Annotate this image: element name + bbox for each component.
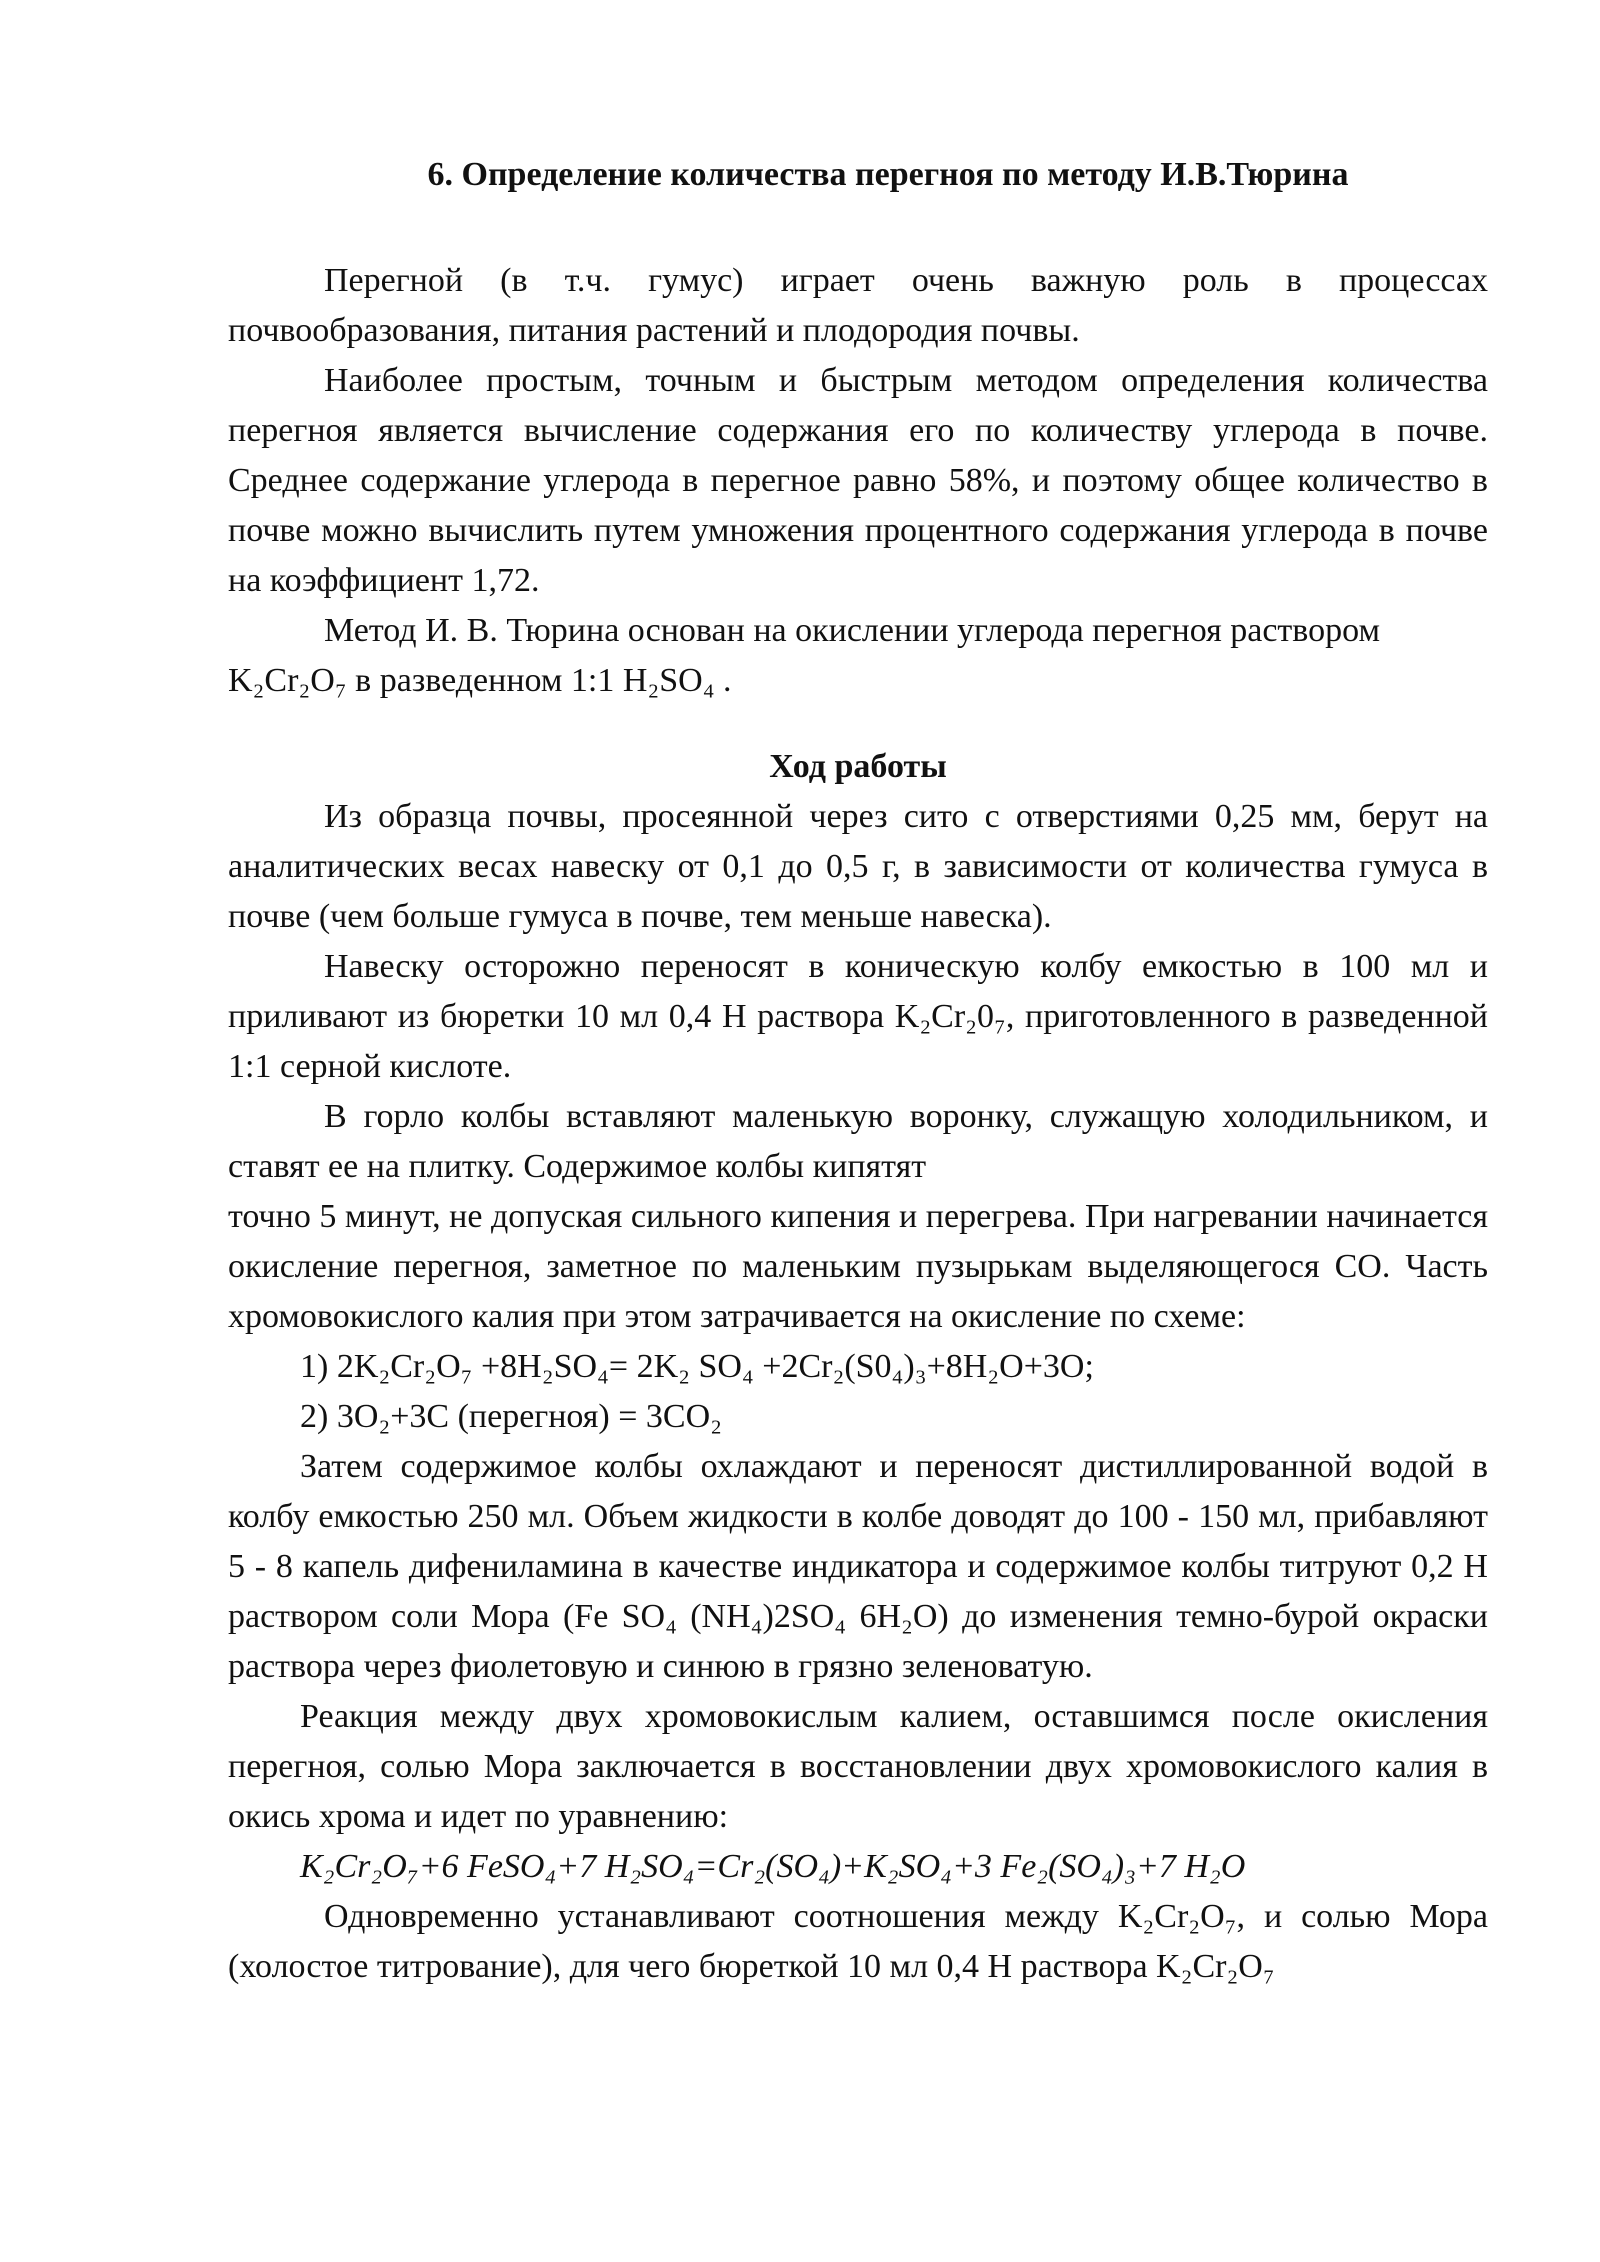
paragraph-titration: Затем содержимое колбы охлаждают и переносят дистиллированной водой в колбу емкостью 250 мл. Объем жидкости в колбе доводят до 100 - 150 мл, прибавляют 5 - 8 капель дифениламина в качестве индикатора и содержимое колбы титруют 0,2 Н раствором соли Мора (Fe SO₄ (NH₄)2SO₄ 6H₂O) до изменения темно-бурой окраски раствора через фиолетовую и синюю в грязно зеленоватую. [228, 1448, 1488, 1685]
paragraph-sample: Из образца почвы, просеянной через сито с отверстиями 0,25 мм, берут на аналитических весах навеску от 0,1 до 0,5 г, в зависимости от количества гумуса в почве (чем больше гумуса в почве, тем меньше навеска). [228, 798, 1488, 935]
paragraph-flask: Навеску осторожно переносят в коническую колбу емкостью в 100 мл и приливают из бюретки 10 мл 0,4 Н раствора K₂Cr₂0₇, приготовленного в разведенной 1:1 серной кислоте. [228, 948, 1488, 1085]
document-page [228, 150, 1488, 1992]
section-heading: Ход работы [769, 748, 947, 785]
paragraph-tyurin-method: Метод И. В. Тюрина основан на окислении углерода перегноя раствором K₂Cr₂O₇ в разведенном 1:1 H₂SO₄ . [228, 612, 1380, 699]
document-title: 6. Определение количества перегноя по методу И.В.Тюрина [427, 156, 1349, 193]
paragraph-funnel: В горло колбы вставляют маленькую воронку, служащую холодильником, и ставят ее на плитку. Содержимое колбы кипятят [228, 1098, 1488, 1185]
paragraph-method-basis: Наиболее простым, точным и быстрым методом определения количества перегноя является вычисление содержания его по количеству углерода в почве. Среднее содержание углерода в перегное равно 58%, и поэтому общее количество в почве можно вычислить путем умножения процентного содержания углерода в почве на коэффициент 1,72. [228, 362, 1488, 599]
paragraph-blank-titration: Одновременно устанавливают соотношения между K₂Cr₂O₇, и солью Мора (холостое титрование), для чего бюреткой 10 мл 0,4 Н раствора K₂Cr₂O₇ [228, 1898, 1488, 1985]
equation-3: K₂Cr₂O₇+6 FeSO₄+7 H₂SO₄=Cr₂(SO₄)+K₂SO₄+3 Fe₂(SO₄)₃+7 H₂O [300, 1848, 1246, 1885]
equation-1: 1) 2K₂Cr₂O₇ +8H₂SO₄= 2K₂ SO₄ +2Cr₂(S0₄)₃+8H₂O+3O; [300, 1348, 1094, 1385]
paragraph-reaction: Реакция между двух хромовокислым калием, оставшимся после окисления перегноя, солью Мора заключается в восстановлении двух хромовокислого калия в окись хрома и идет по уравнению: [228, 1698, 1488, 1835]
paragraph-humus-role: Перегной (в т.ч. гумус) играет очень важную роль в процессах почвообразования, питания растений и плодородия почвы. [228, 262, 1488, 349]
paragraph-boiling: точно 5 минут, не допуская сильного кипения и перегрева. При нагревании начинается окисление перегноя, заметное по маленьким пузырькам выделяющегося СО. Часть хромовокислого калия при этом затрачивается на окисление по схеме: [228, 1198, 1488, 1335]
equation-2: 2) 3O₂+3C (перегноя) = 3CO₂ [300, 1398, 722, 1435]
